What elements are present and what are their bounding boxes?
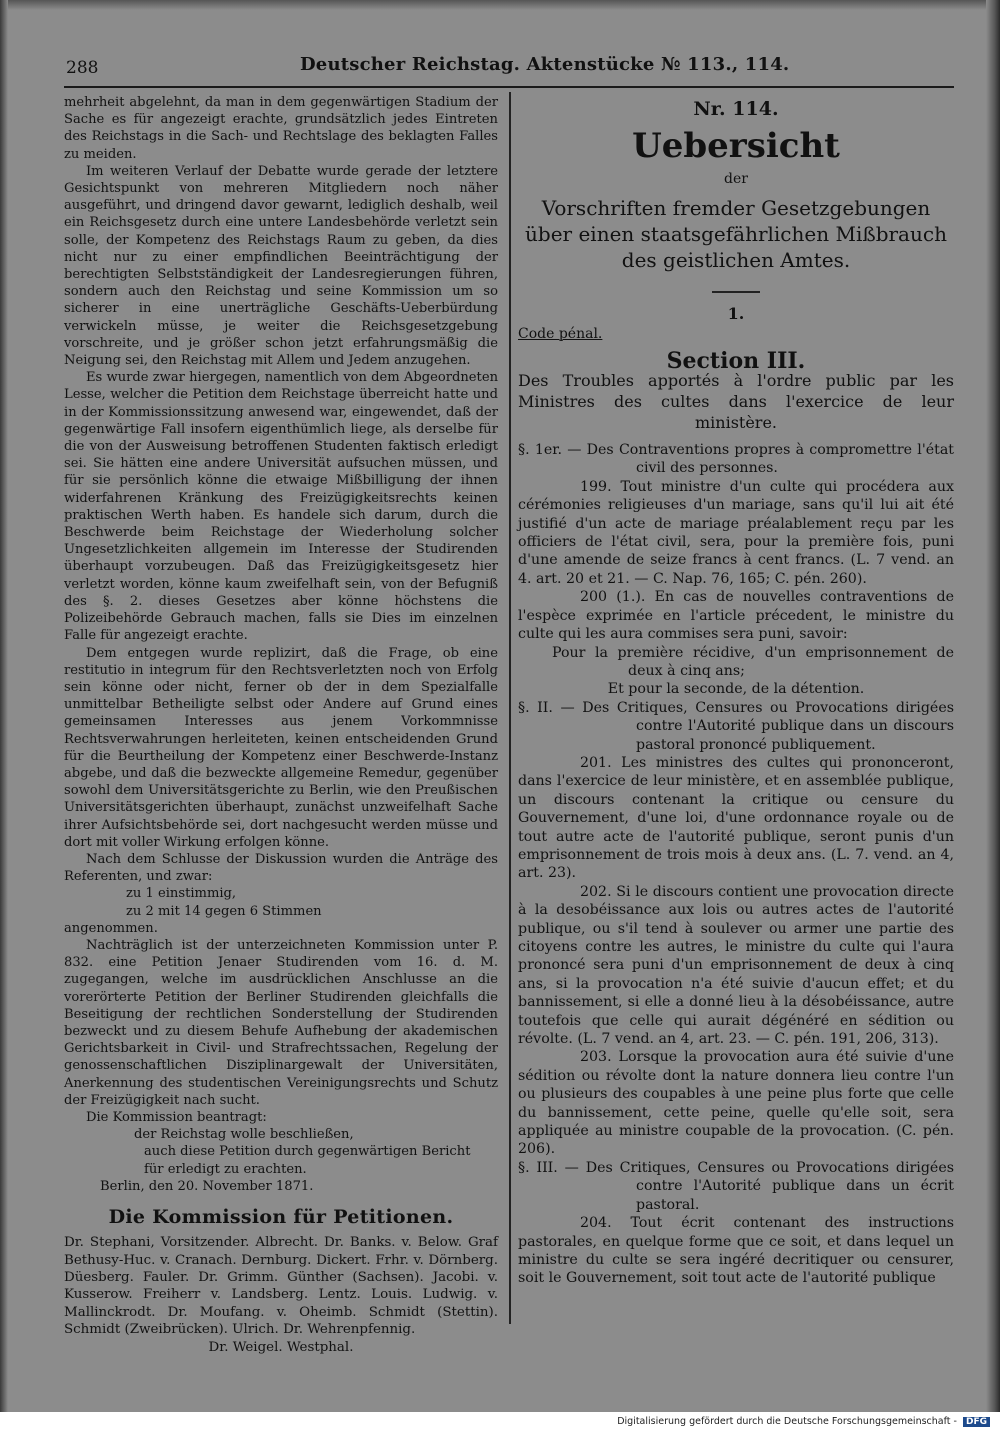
article-200-item: Pour la première récidive, d'un emprisonnement de deux à cinq ans; (552, 644, 954, 679)
article-201: 201. Les ministres des cultes qui prononceront, dans l'exercice de leur ministère, et en assemblée publique, un discours contenant la critique ou censure du Gouvernement, d'une loi, d'une ordonnance royale ou de tout autre acte de l'autorité publique, seront punis d'un emprisonnement de trois mois à deux ans. (L. 7. vend. an 4, art. 23). (518, 754, 954, 882)
document-subtitle: Vorschriften fremder Gesetzgebungen über einen staatsgefährlichen Mißbrauch des geistlichen Amtes. (525, 195, 947, 272)
motion-line: zu 2 mit 14 gegen 6 Stimmen (126, 903, 322, 919)
code-label: Code pénal. (518, 326, 603, 343)
paragraph-heading: §. III. — Des Critiques, Censures ou Provocations dirigées contre l'Autorité publique dans un écrit pastoral. (518, 1159, 954, 1213)
article-202: 202. Si le discours contient une provocation directe à la desobéissance aux lois ou autres actes de l'autorité publique, ou s'il tend à soulever ou armer une partie des citoyens contre les autres, le ministre du culte qui l'aura prononcé sera puni d'un emprisonnement de deux à cinq ans, si la provocation n'a été suivie d'aucun effet; et du bannissement, si elle a donné lieu à la désobéissance, autre toutefois que celle qui aurait dégénéré en sédition ou révolte. (L. 7 vend. an 4, art. 23. — C. pén. 191, 206, 313). (518, 883, 954, 1048)
paragraph-heading: §. 1er. — Des Contraventions propres à compromettre l'état civil des personnes. (518, 442, 954, 477)
header-rule (64, 86, 954, 88)
section-heading: Section III. (666, 347, 806, 374)
article-199: 199. Tout ministre d'un culte qui procédera aux cérémonies religieuses d'un mariage, sans qu'il lui ait été justifié d'un acte de mariage préalablement reçu par les officiers de l'état civil, sera, pour la première fois, puni d'une amende de seize francs à cent francs. (L. 7 vend. an 4. art. 20 et 21. — C. Nap. 76, 165; C. pén. 260). (518, 478, 954, 587)
part-number: 1. (727, 303, 745, 323)
proposal-line: der Reichstag wolle beschließen, (134, 1127, 354, 1143)
proposal-line: für erledigt zu erachten. (144, 1161, 307, 1177)
article-200-item: Et pour la seconde, de la détention. (607, 681, 865, 698)
paragraph: Im weiteren Verlauf der Debatte wurde gerade der letztere Gesichtspunkt von mehreren Mitgliedern noch näher ausgeführt, und dringend davor gewarnt, lediglich deshalb, weil ein Reichsgesetz durch eine untere Landesbehörde verletzt sein solle, der Kompetenz des Reichstags Raum zu geben, da dies nicht nur zu einer empfindlichen Beeinträchtigung der berechtigten Selbstständigkeit der Landesregierungen führen, sondern auch den Reichstag und seine Kommission um so sicherer in eine unerträgliche Geschäfts-Ueberbürdung verwickeln müsse, je weiter die Reichsgesetzgebung vorschreite, und je größer schon jetzt erfahrungsmäßig die Neigung sei, den Reichstag mit Allem und Jedem anzugehen. (64, 163, 498, 369)
article-203: 203. Lorsque la provocation aura été suivie d'une sédition ou révolte dont la nature donnera lieu contre l'un ou plusieurs des coupables à une peine plus forte que celle du bannissement, cette peine, quelle qu'elle soit, sera appliquée au ministre coupable de la provocation. (C. pén. 206). (518, 1049, 954, 1158)
column-divider (509, 92, 511, 1324)
scan-shadow-left (0, 0, 8, 1412)
accepted-line: angenommen. (64, 920, 158, 936)
digitization-credit (617, 1416, 990, 1427)
article-200: 200 (1.). En cas de nouvelles contraventions de l'espèce exprimée en l'article précedent, le ministre du culte qui les aura commises sera puni, savoir: (518, 589, 954, 643)
commission-title: Die Kommission für Petitionen. (108, 1206, 454, 1228)
section-subtitle: Des Troubles apportés à l'ordre public par les Ministres des cultes dans l'exercice de leur ministère. (518, 371, 954, 433)
date-line: Berlin, den 20. November 1871. (100, 1178, 314, 1194)
paragraph: Es wurde zwar hiergegen, namentlich von dem Abgeordneten Lesse, welcher die Petition dem Reichstage überreicht hatte und in der Kommissionssitzung anwesend war, eingewendet, daß der gegenwärtige Fall insofern eigenthümlich liege, als derselbe für die von der Ausweisung betroffenen Studenten faktisch erledigt sei. Sie hätten eine andere Universität aufsuchen müssen, und für sie persönlich könne die etwaige Mißbilligung der ihnen widerfahrenen Kränkung des Freizügigkeitsrechts keinen praktischen Werth haben. Es handele sich darum, durch die Beschwerde beim Reichstage der Wiederholung solcher Ungesetzlichkeiten allgemein im Interesse der Studirenden überhaupt vorzubeugen. Daß das Freizügigkeitsgesetz hier verletzt worden, könne kaum zweifelhaft sein, von der Befugniß des §. 2. dieses Gesetzes aber könne höchstens die Polizeibehörde Gebrauch machen, falls sie Dies im einzelnen Falle für angezeigt erachte. (64, 370, 498, 644)
member-list: Dr. Stephani, Vorsitzender. Albrecht. Dr. Banks. v. Below. Graf Bethusy-Huc. v. Cranach. Dernburg. Dickert. Frhr. v. Dörnberg. Düesberg. Fauler. Dr. Grimm. Günther (Sachsen). Jacobi. v. Kusserow. Freiherr v. Landsberg. Lentz. Louis. Ludwig. v. Mallinckrodt. Dr. Moufang. v. Oheimb. Schmidt (Stettin). Schmidt (Zweibrücken). Ulrich. Dr. Wehrenpfennig. (64, 1235, 498, 1338)
proposal-line: auch diese Petition durch gegenwärtigen Bericht (144, 1144, 471, 1160)
credit-text: Digitalisierung gefördert durch die Deutsche Forschungsgemeinschaft - (617, 1416, 957, 1427)
postscript-paragraph: Nachträglich ist der unterzeichneten Kommission unter P. 832. eine Petition Jenaer Studirenden vom 16. d. M. zugegangen, welche im ausdrücklichen Anschlusse an die vorerörterte Petition der Berliner Studirenden gleichfalls die Beseitigung der rechtlichen Sonderstellung der Studirenden bezweckt und zu diesem Behufe Aufhebung der akademischen Gerichtsbarkeit in Civil- und Strafrechtssachen, Regelung der genossenschaftlichen Disziplinargewalt der Universitäten, Anerkennung des studentischen Vereinigungsrechts und Schutz der Freizügigkeit nach sucht. (64, 937, 498, 1108)
scan-shadow-top (0, 0, 1000, 10)
short-rule (712, 291, 760, 293)
scan-shadow-right (986, 0, 1000, 1412)
paragraph: mehrheit abgelehnt, da man in dem gegenwärtigen Stadium der Sache es für angezeigt erachte, grundsätzlich jedes Eintreten des Reichstags in die Sach- und Rechtslage des beklagten Falles zu meiden. (64, 95, 498, 162)
proposal-intro: Die Kommission beantragt: (86, 1109, 267, 1125)
page-header (64, 52, 954, 82)
document-number: Nr. 114. (693, 98, 779, 120)
running-head: Deutscher Reichstag. Aktenstücke № 113., 114. (300, 54, 790, 75)
document-title: Uebersicht (632, 126, 840, 167)
paragraph-heading: §. II. — Des Critiques, Censures ou Provocations dirigées contre l'Autorité publique dans un discours pastoral prononcé publiquement. (518, 699, 954, 753)
dfg-logo: DFG (963, 1417, 990, 1427)
left-column (64, 94, 498, 1356)
article-204: 204. Tout écrit contenant des instructions pastorales, en quelque forme que ce soit, et dans lequel un ministre du culte se sera ingéré decritiquer ou censurer, soit le Gouvernement, soit tout acte de l'autorité publique (518, 1215, 954, 1287)
paragraph: Nach dem Schlusse der Diskussion wurden die Anträge des Referenten, und zwar: (64, 851, 498, 885)
motion-line: zu 1 einstimmig, (126, 886, 237, 902)
right-column (518, 94, 954, 1288)
page-number: 288 (66, 58, 99, 78)
paragraph: Dem entgegen wurde replizirt, daß die Frage, ob eine restitutio in integrum für den Rechtsverletzten noch von Erfolg sein könne oder nicht, ferner ob der in dem Spezialfalle unmittelbar Betheiligte selbst oder Andere auf Grund eines gemeinsamen Interesses aus jenem Vorkommnisse Rechtsverwahrungen herleiteten, keinen entscheidenden Grund für die Beurtheilung der Kompetenz einer Beschwerde-Instanz abgebe, und daß die bezweckte allgemeine Remedur, gegenüber sowohl dem Universitätsgerichte zu Berlin, wie den Preußischen Universitätsgerichten überhaupt, zunächst unzweifelhaft Sache ihrer Aufsichtsbehörde sei, dort nachgesucht werden müsse und dort mit voller Wirkung erfolgen könne. (64, 645, 498, 850)
member-list-last: Dr. Weigel. Westphal. (208, 1339, 354, 1355)
title-connector: der (724, 171, 748, 188)
